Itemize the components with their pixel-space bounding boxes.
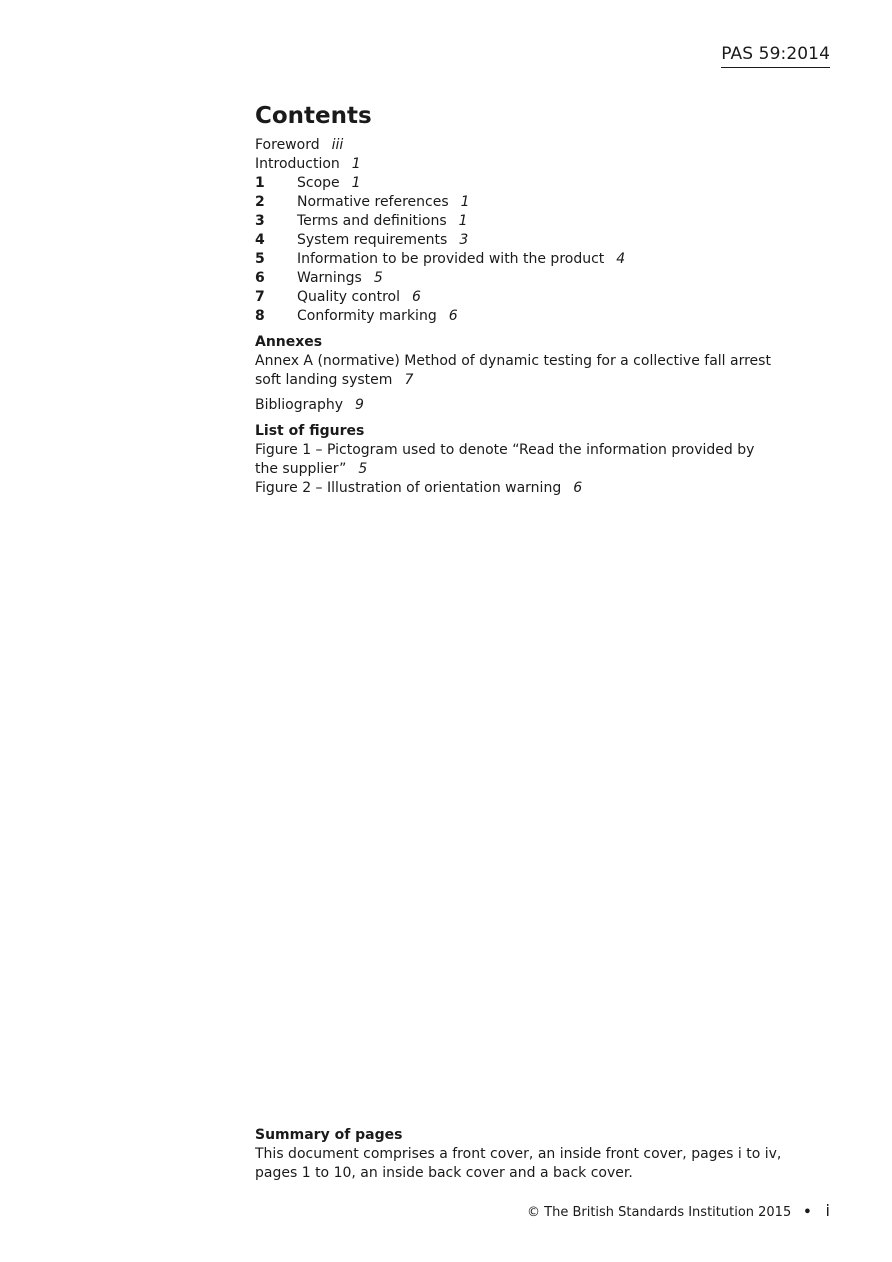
toc-clause-page: 1 bbox=[351, 175, 361, 191]
toc-clause-page: 5 bbox=[373, 270, 383, 286]
toc-clause-page: 1 bbox=[460, 194, 470, 210]
toc-entry-foreword[interactable] bbox=[255, 136, 815, 155]
contents-section bbox=[255, 100, 815, 498]
toc-annex-line bbox=[255, 371, 815, 390]
toc-entry-label: Introduction bbox=[255, 156, 340, 172]
toc-clause-number: 1 bbox=[255, 175, 265, 191]
toc-clause-number: 8 bbox=[255, 308, 265, 324]
toc-clause-page: 6 bbox=[448, 308, 458, 324]
toc-entry-bibliography[interactable] bbox=[255, 396, 815, 415]
toc-figure-line: Figure 1 – Pictogram used to denote “Read the information provided by bbox=[255, 442, 755, 458]
document-id: PAS 59:2014 bbox=[721, 43, 830, 68]
toc-clause-page: 1 bbox=[458, 213, 468, 229]
toc-clause-label: Terms and definitions bbox=[297, 213, 447, 229]
toc-clause-number: 6 bbox=[255, 270, 265, 286]
toc-clause-page: 6 bbox=[412, 289, 421, 305]
toc-clause-number: 4 bbox=[255, 232, 265, 248]
toc-clause-1[interactable] bbox=[255, 174, 815, 193]
toc-clause-label: Normative references bbox=[297, 194, 449, 210]
toc-figure-line bbox=[255, 460, 815, 479]
toc-clause-page: 4 bbox=[616, 251, 626, 267]
toc-clause-label: System requirements bbox=[297, 232, 448, 248]
toc-annex-line-text: soft landing system bbox=[255, 372, 393, 388]
toc-entry-introduction[interactable] bbox=[255, 155, 815, 174]
page-footer bbox=[527, 1201, 830, 1223]
toc-entry-page: 1 bbox=[351, 156, 361, 172]
toc-clause-label: Quality control bbox=[297, 289, 401, 305]
figures-heading: List of figures bbox=[255, 423, 365, 439]
toc-clause-label: Warnings bbox=[297, 270, 362, 286]
toc-clause-label: Information to be provided with the product bbox=[297, 251, 605, 267]
toc-clause-5[interactable] bbox=[255, 250, 815, 269]
toc-figure-line-text: the supplier” bbox=[255, 461, 347, 477]
toc-figure-page: 5 bbox=[358, 461, 368, 477]
toc-clause-number: 2 bbox=[255, 194, 265, 210]
toc-annex-a[interactable] bbox=[255, 352, 815, 390]
toc-figure-1[interactable] bbox=[255, 441, 815, 479]
toc-clause-7[interactable] bbox=[255, 288, 815, 307]
toc-clause-number: 7 bbox=[255, 289, 265, 305]
summary-heading: Summary of pages bbox=[255, 1127, 403, 1143]
toc-annex-page: 7 bbox=[404, 372, 414, 388]
toc-entry-page: iii bbox=[331, 137, 344, 153]
annexes-heading: Annexes bbox=[255, 334, 323, 350]
toc-entry-label: Bibliography bbox=[255, 397, 343, 413]
toc-clause-6[interactable] bbox=[255, 269, 815, 288]
toc-figure-page: 6 bbox=[573, 480, 583, 496]
summary-text-line: pages 1 to 10, an inside back cover and a back cover. bbox=[255, 1165, 633, 1181]
toc-entry-page: 9 bbox=[355, 397, 364, 413]
copyright-notice: © The British Standards Institution 2015 bbox=[527, 1205, 792, 1220]
toc-clause-number: 3 bbox=[255, 213, 265, 229]
toc-clause-8[interactable] bbox=[255, 307, 815, 326]
toc-clause-label: Conformity marking bbox=[297, 308, 437, 324]
summary-of-pages bbox=[255, 1126, 815, 1183]
toc-clause-label: Scope bbox=[297, 175, 340, 191]
toc-clause-4[interactable] bbox=[255, 231, 815, 250]
toc-entry-label: Foreword bbox=[255, 137, 320, 153]
contents-title: Contents bbox=[255, 103, 372, 129]
toc-clause-number: 5 bbox=[255, 251, 265, 267]
toc-clause-3[interactable] bbox=[255, 212, 815, 231]
footer-bullet: • bbox=[803, 1205, 812, 1220]
toc-clause-page: 3 bbox=[459, 232, 469, 248]
summary-text-line: This document comprises a front cover, an inside front cover, pages i to iv, bbox=[255, 1146, 782, 1162]
toc-figure-line-text: Figure 2 – Illustration of orientation warning bbox=[255, 480, 562, 496]
page-number: i bbox=[825, 1201, 830, 1220]
toc-clause-2[interactable] bbox=[255, 193, 815, 212]
toc-figure-2[interactable] bbox=[255, 479, 815, 498]
toc-annex-line: Annex A (normative) Method of dynamic testing for a collective fall arrest bbox=[255, 353, 771, 369]
